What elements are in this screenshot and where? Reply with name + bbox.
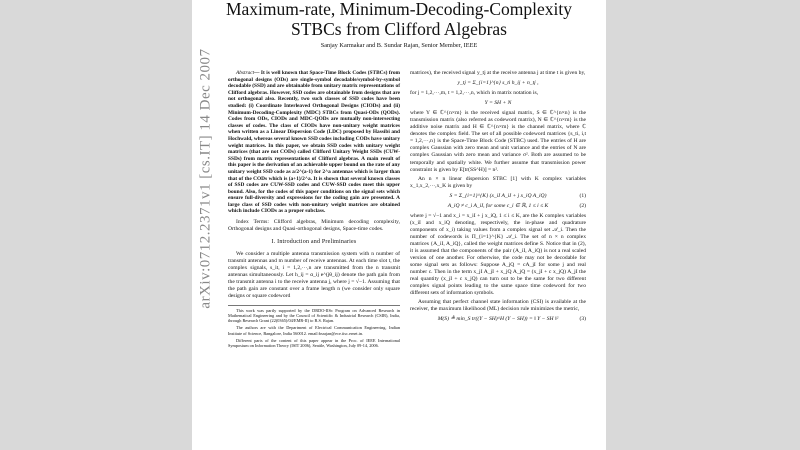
equation-2-number: (2) xyxy=(579,202,586,209)
right-paragraph-5: where j = √−1 and x_i = x_iI + j x_iQ, 1 ≤ i ≤ K, are the K complex variables (x_iI and x_iQ denoting, respectively, the in-phase and quadrature components of x_i) taking values from a complex signal set 𝒜_i. Then the number of codewords is Π_{i=1}^{K} 𝒜_i. The set of n × n complex matrices {A_iI, A_iQ}, called the weight matrices define S. Notice that in (2), it is assumed that the components of the pair (A_iI, A_iQ) is not a real scaled version of one another. For otherwise, the code may not be decodable for some signal sets as follows: Suppose A_jQ = cA_jI for some j and real number c. Then in the term x_jI A_jI + x_jQ A_jQ = (x_jI + c x_jQ) A_jI the real quantity (x_jI + c x_jQ) can turn out to be the same for two different complex signal points leading to the same space time codeword for two different sets of information symbols. xyxy=(410,212,586,297)
equation-3-body: M(S) ≜ min_S tr((Y − SH)^H (Y − SH)) = ‖ Y − SH ‖² xyxy=(437,316,559,323)
equation-matrix-model: Y = SH + N xyxy=(484,100,512,107)
arxiv-identifier: arXiv:0712.2371v1 [cs.IT] 14 Dec 2007 xyxy=(197,48,214,309)
abstract-text: — It is well known that Space-Time Block Codes (STBCs) from orthogonal designs (ODs) are single-symbol decodable/symbol-by-symbol decodable (SSD) and are obtainable from unitary matrix representations of Clifford algebras. However, SSD codes are obtainable from designs that are not orthogonal also. Recently, two such classes of SSD codes have been studied: (i) Coordinate Interleaved Orthogonal Designs (CIODs) and (ii) Minimum-Decoding-Complexity (MDC) STBCs from Quasi-ODs (QODs). Codes from ODs, CIODs and MDC-QODs are mutually non-intersecting classes of codes. The class of CIODs have non-unitary weight matrices when written as a Linear Dispersion Code (LDC) proposed by Hassibi and Hochwald, whereas several known SSD codes including CODs have unitary weight matrices. In this paper, we obtain SSD codes with unitary weight matrices (that are not CODs) called Clifford Unitary Weight SSDs (CUW-SSDs) from matrix representations of Clifford algebras. A main result of this paper is the derivation of an achievable upper bound on the rate of any unitary weight SSD code as a/2^(a-1) for 2^a antennas which is larger than that of the CODs which is (a+1)/2^a. It is shown that several known classes of SSD codes are CUW-SSD codes and CUW-SSD codes meet this upper bound. Also, for the codes of this paper conditions on the signal sets which ensure full-diversity and expressions for the coding gain are presented. A large class of SSD codes with non-unitary weight matrices are obtained which include CIODs as a proper subclass. xyxy=(228,70,400,215)
abstract-label: Abstract xyxy=(236,70,255,76)
right-paragraph-4: An n × n linear dispersion STBC [1] with K complex variables x_1,x_2,···,x_K is given by xyxy=(410,175,586,189)
equation-1-number: (1) xyxy=(579,192,586,199)
paper-authors: Sanjay Karmakar and B. Sundar Rajan, Senior Member, IEEE xyxy=(320,42,478,49)
right-paragraph-1: matrices), the received signal y_tj at the receive antenna j at time t is given by, xyxy=(410,70,586,76)
equation-1 xyxy=(410,193,586,200)
abstract xyxy=(228,70,400,215)
footnote-affiliation: The authors are with the Department of Electrical Communication Engineering, Indian Institute of Science, Bangalore, India 560012. email:bsrajan@ece.iisc.ernet.in. xyxy=(228,325,400,336)
footnote-funding: This work was partly supported by the DRDO-IISc Program on Advanced Research in Mathematical Engineering and by the Council of Scientific & Industrial Research (CSIR), India, through Research Grant (22(0365)/04/EMR-II) to B.S. Rajan. xyxy=(228,307,400,324)
paper-page xyxy=(192,0,606,450)
section-heading: I. Introduction and Preliminaries xyxy=(271,239,357,246)
equation-received-signal: y_tj = Σ_{i=1}^{n} s_ti h_ij + n_tj , xyxy=(457,80,539,87)
equation-3 xyxy=(410,316,586,323)
equation-3-number: (3) xyxy=(579,316,586,323)
left-column xyxy=(228,70,400,351)
right-column xyxy=(410,70,586,327)
equation-1-body: S = Σ_{i=1}^{K} (x_iI A_iI + j x_iQ A_iQ) xyxy=(449,192,547,199)
intro-paragraph: We consider a multiple antenna transmission system with n number of transmit antennas and m number of receive antennas. At each time slot t, the complex signals, s_it, i = 1,2,···,n are transmitted from the n transmit antennas simultaneously. Let h_ij = α_ij e^(jθ_ij) denote the path gain from the transmit antenna i to the receive antenna j, where j = √−1. Assuming that the path gain are constant over a frame length n (we consider only square designs or square codeword xyxy=(228,251,400,300)
equation-2-body: A_iQ ≠ c_i A_iI, for some c_i ∈ ℝ, 1 ≤ i ≤ K xyxy=(447,202,549,209)
arxiv-sidebar xyxy=(194,40,214,320)
footnotes xyxy=(228,305,400,349)
right-paragraph-6: Assuming that perfect channel state information (CSI) is available at the receiver, the maximum likelihood (ML) decision rule minimizes the metric, xyxy=(410,299,586,313)
right-paragraph-2: for j = 1,2,···,m, t = 1,2,···,n, which in matrix notation is, xyxy=(410,90,539,97)
paper-title-line1: Maximum-rate, Minimum-Decoding-Complexity xyxy=(225,0,573,19)
footnote-conference: Different parts of the content of this paper appear in the Proc. of IEEE International Symposium on Information Theory (ISIT 2006), Seattle, Washington, July 09-14, 2006. xyxy=(228,338,400,349)
equation-2 xyxy=(410,203,586,210)
right-paragraph-3: where Y ∈ ℂ^{n×m} is the received signal matrix, S ∈ ℂ^{n×n} is the transmission matrix (also referred as codeword matrix), N ∈ ℂ^{n×m} is the additive noise matrix and H ∈ ℂ^{n×m} is the channel matrix, where ℂ denotes the complex field. The set of all possible codeword matrices {s_ti, i,t = 1,2,···,n} is the Space-Time Block Code (STBC) used. The entries of H are complex Gaussian with zero mean and unit variance and the entries of N are complex Gaussian with zero mean and variance σ². Both are assumed to be temporally and spatially white. We further assume that transmission power constraint is given by E[tr(SS^H)] = n². xyxy=(410,110,586,173)
paper-title-line2: STBCs from Clifford Algebras xyxy=(291,19,507,39)
index-terms: Index Terms: Clifford algebras, Minimum decoding complexity, Orthogonal designs and Quasi-orthogonal designs, Space-time codes. xyxy=(228,219,400,233)
